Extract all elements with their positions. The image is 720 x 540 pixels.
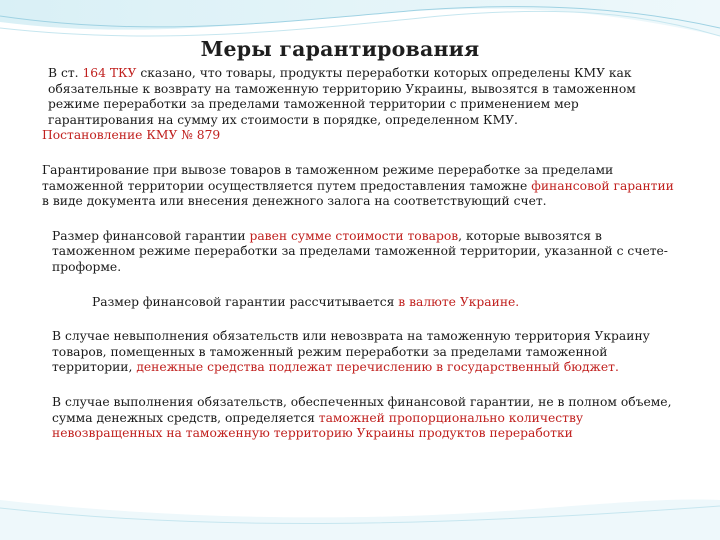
p2-highlight: финансовой гарантии (531, 178, 674, 193)
p6-highlight: таможней пропорционально количеству невозвращенных на таможенную территорию Украины продуктов переработки (52, 410, 584, 441)
tku-article-ref: 164 ТКУ (82, 66, 137, 80)
p4-pre-text: Размер финансовой гарантии рассчитывается (92, 294, 399, 309)
p3-tail: , которые вывозятся в таможенном режиме переработки за пределами таможенной территории, указанной с счете-проформе. (52, 228, 668, 274)
p3-pre-text: Размер финансовой гарантии (52, 228, 250, 243)
paragraph-partial-fulfillment (42, 395, 682, 442)
slide-title: Меры гарантирования (200, 37, 480, 61)
p5-highlight: денежные средства подлежат перечислению в государственный бюджет. (136, 360, 619, 375)
p1-text: сказано, что товары, продукты переработки которых определены КМУ как обязательные к возврату на таможенную территорию Украины, вывозятся в таможенном режиме переработки за пределами таможенной территории с применением мер гарантирования на сумму их стоимости в порядке, определенном КМУ. (48, 66, 636, 127)
p1-pre-text: В ст. (48, 66, 83, 80)
slide-body (42, 66, 682, 442)
paragraph-guarantee-amount (42, 229, 682, 276)
p6-pre-text: В случае выполнения обязательств, обеспеченных финансовой гарантии, не в полном объеме, сумма денежных средств, определяется (52, 394, 672, 425)
p4-highlight: в валюте Украине. (398, 294, 520, 309)
p3-highlight: равен сумме стоимости товаров (249, 228, 459, 243)
paragraph-decree (42, 128, 682, 144)
paragraph-guarantee-currency (42, 295, 682, 311)
paragraph-non-return (42, 329, 682, 376)
p2-tail: в виде документа или внесения денежного залога на соответствующий счет. (42, 194, 547, 209)
decree-ref: Постановление КМУ № 879 (42, 128, 221, 143)
p5-pre-text: В случае невыполнения обязательств или невозврата на таможенную территория Украину товаров, помещенных в таможенный режим переработки за пределами таможенной территории, (52, 329, 650, 375)
paragraph-tku-reference (42, 66, 682, 128)
p2-text: Гарантирование при вывозе товаров в таможенном режиме переработке за пределами таможенной территории осуществляется путем предоставления таможне (42, 162, 614, 193)
paragraph-guarantee-method (42, 163, 682, 210)
